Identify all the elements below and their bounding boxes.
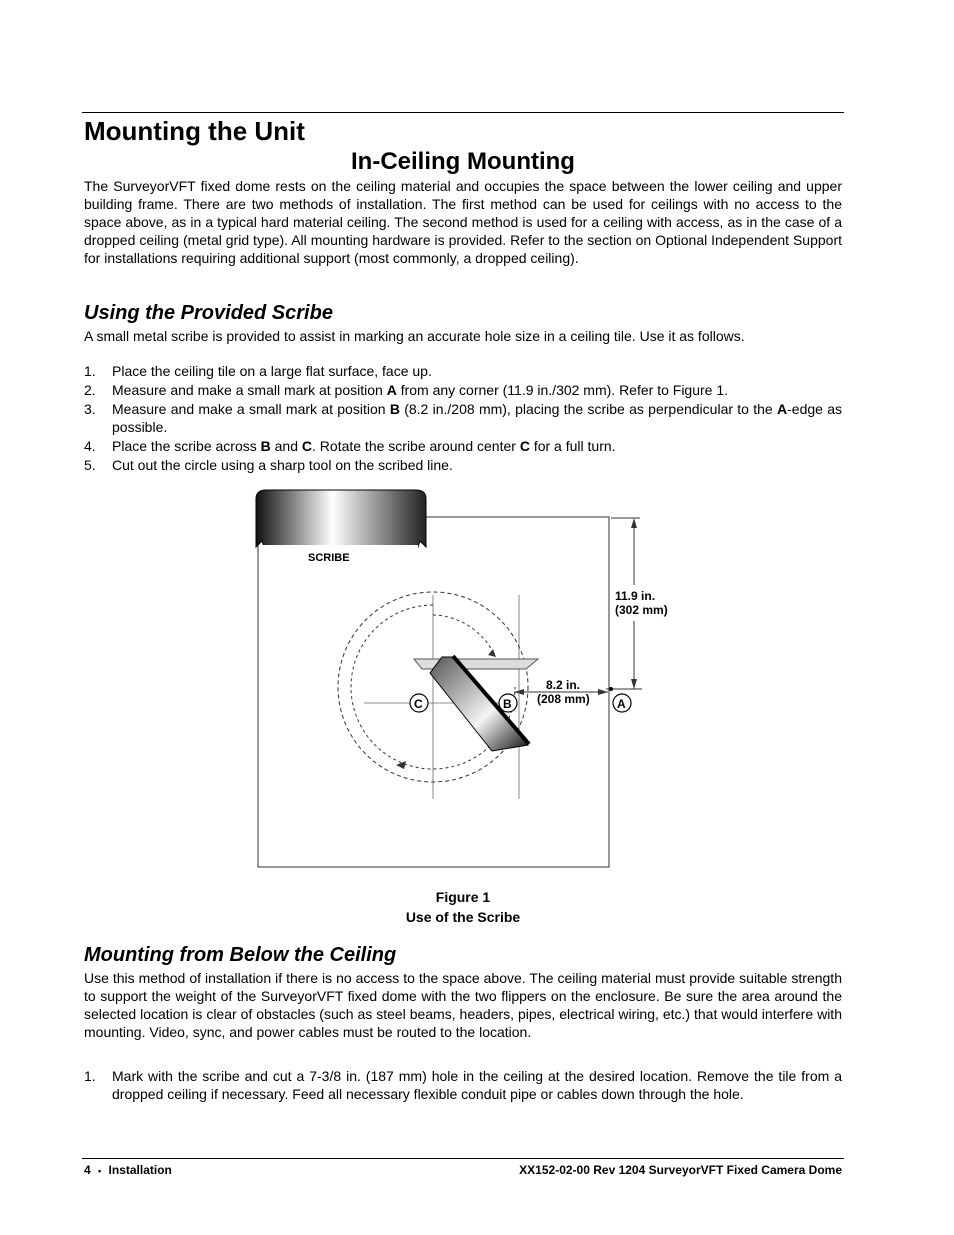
scribe-heading: Using the Provided Scribe (84, 302, 333, 324)
list-item: 1. Mark with the scribe and cut a 7-3/8 in. (187 mm) hole in the ceiling at the desired location. Remove the tile from a dropped ceiling if necessary. Feed all necessary flexible conduit pipe or cables down through the hole. (84, 1068, 842, 1102)
point-c-label: C (414, 697, 423, 711)
intro-paragraph: The SurveyorVFT fixed dome rests on the ceiling material and occupies the space between the lower ceiling and upper building frame. There are two methods of installation. The first method can be used for ceilings with no access to the space above, as in a typical hard material ceiling. The second method is used for a ceiling with access, as in the case of a dropped ceiling (metal grid type). All mounting hardware is provided. Refer to the section on Optional Independent Support for installations requiring additional support (most commonly, a dropped ceiling). (84, 178, 842, 266)
below-ceiling-intro: Use this method of installation if there is no access to the space above. The ceiling material must provide suitable strength to support the weight of the SurveyorVFT fixed dome with the two flippers on the enclosure. Be sure the area around the selected location is clear of obstacles (such as steel beams, headers, pipes, electrical wiring, etc.) that would interfere with mounting. Video, sync, and power cables must be routed to the location. (84, 970, 842, 1040)
footer-left (84, 1162, 172, 1179)
scribe-tool-image (256, 490, 426, 553)
point-b-label: B (503, 697, 512, 711)
footer-doc-title: XX152-02-00 Rev 1204 SurveyorVFT Fixed Camera Dome (519, 1163, 842, 1177)
arrowhead-icon (631, 518, 637, 528)
below-ceiling-heading: Mounting from Below the Ceiling (84, 944, 397, 966)
arrowhead-icon (598, 689, 608, 695)
arrowhead-icon (631, 679, 637, 689)
list-item: 3. Measure and make a small mark at position B (8.2 in./208 mm), placing the scribe as perpendicular to the A-edge as possible. (84, 401, 842, 435)
scribe-label: SCRIBE (308, 552, 350, 564)
list-item: 5. Cut out the circle using a sharp tool on the scribed line. (84, 457, 453, 473)
point-a-label: A (617, 697, 626, 711)
dimension-horizontal-line1: 8.2 in. (546, 678, 581, 692)
page-number: 4 (84, 1163, 91, 1177)
footer-bullet: • (98, 1166, 102, 1176)
dimension-horizontal-line2: (208 mm) (537, 692, 590, 706)
scribe-figure (246, 487, 686, 871)
page-title: Mounting the Unit (84, 116, 305, 146)
header-rule (82, 112, 844, 113)
scribe-intro: A small metal scribe is provided to assist in marking an accurate hole size in a ceiling tile. Use it as follows. (84, 328, 745, 344)
scribe-steps (84, 362, 842, 475)
section-title: In-Ceiling Mounting (351, 148, 575, 175)
dimension-vertical-line2: (302 mm) (615, 603, 668, 617)
list-item: 2. Measure and make a small mark at position A from any corner (11.9 in./302 mm). Refer to Figure 1. (84, 382, 729, 398)
scribe-bar (414, 659, 538, 669)
figure-caption-number: Figure 1 (435, 889, 491, 905)
below-ceiling-steps (84, 1067, 842, 1104)
rotation-arrow-icon (488, 649, 496, 657)
corner-dot (609, 687, 613, 691)
dimension-vertical-line1: 11.9 in. (615, 589, 656, 603)
figure-caption-title: Use of the Scribe (405, 909, 521, 925)
rotation-arc (433, 615, 493, 652)
list-item: 1. Place the ceiling tile on a large flat surface, face up. (84, 363, 432, 379)
footer-section: Installation (108, 1163, 172, 1177)
footer-rule (82, 1158, 844, 1159)
list-item: 4. Place the scribe across B and C. Rotate the scribe around center C for a full turn. (84, 438, 616, 454)
